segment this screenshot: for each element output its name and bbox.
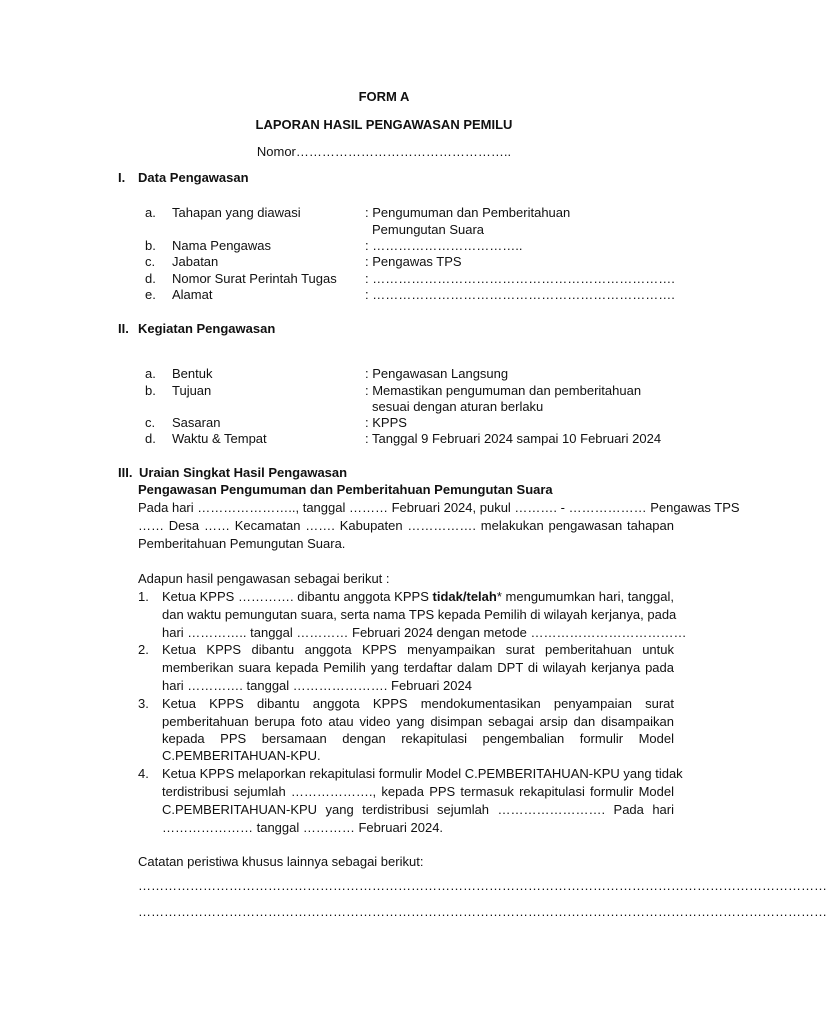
- result-2-number: 2.: [138, 642, 149, 657]
- result-3-number: 3.: [138, 696, 149, 711]
- s2-item-b-label: Tujuan: [172, 383, 212, 398]
- notes-label: Catatan peristiwa khusus lainnya sebagai berikut:: [138, 854, 424, 869]
- section-3-title: Uraian Singkat Hasil Pengawasan: [139, 465, 348, 480]
- s2-item-a-value: : Pengawasan Langsung: [365, 366, 509, 381]
- result-2-line-1: Ketua KPPS dibantu anggota KPPS menyampaikan surat pemberitahuan untuk: [162, 642, 674, 657]
- s1-item-e-label: Alamat: [172, 287, 213, 302]
- s1-item-a-letter: a.: [145, 205, 156, 220]
- s2-item-c-letter: c.: [145, 415, 156, 430]
- s2-item-b-value: : Memastikan pengumuman dan pemberitahuan: [365, 383, 642, 398]
- result-4-line-4: ………………… tanggal ………… Februari 2024.: [162, 820, 444, 835]
- result-3-line-3: kepada PPS bersamaan dengan rekapitulasi pengembalian formulir Model: [162, 731, 674, 746]
- tidak-telah-emphasis: tidak/telah: [432, 589, 497, 604]
- s1-item-d-label: Nomor Surat Perintah Tugas: [172, 271, 337, 286]
- s1-item-d-letter: d.: [145, 271, 156, 286]
- section-2-title: Kegiatan Pengawasan: [138, 321, 276, 336]
- s1-item-d-value: : …………………………………………………………….: [365, 271, 675, 286]
- notes-line-1: ……………………………………………………………………………………………………………………………………………: [138, 878, 827, 893]
- result-4-line-3: C.PEMBERITAHUAN-KPU yang terdistribusi sejumlah ……………………. Pada hari: [162, 802, 674, 817]
- s2-item-d-label: Waktu & Tempat: [172, 431, 267, 446]
- s1-item-c-value: : Pengawas TPS: [365, 254, 462, 269]
- s1-item-b-label: Nama Pengawas: [172, 238, 271, 253]
- section-1-number: I.: [118, 170, 126, 185]
- result-3-line-2: pemberitahuan berupa foto atau video yang disimpan sebagai arsip dan disampaikan: [162, 714, 674, 729]
- section-3-subtitle: Pengawasan Pengumuman dan Pemberitahuan Pemungutan Suara: [138, 482, 553, 497]
- s1-item-a-value: : Pengumuman dan Pemberitahuan: [365, 205, 571, 220]
- result-2-line-3: hari …………. tanggal …………………. Februari 2024: [162, 678, 472, 693]
- s2-item-a-label: Bentuk: [172, 366, 213, 381]
- s2-item-c-label: Sasaran: [172, 415, 221, 430]
- result-2-line-2: memberikan suara kepada Pemilih yang terdaftar dalam DPT di wilayah kerjanya pada: [162, 660, 674, 675]
- result-1-line-1: Ketua KPPS …………. dibantu anggota KPPS tidak/telah* mengumumkan hari, tanggal,: [162, 589, 675, 604]
- result-3-line-1: Ketua KPPS dibantu anggota KPPS mendokumentasikan penyampaian surat: [162, 696, 674, 711]
- intro-line-3: Pemberitahuan Pemungutan Suara.: [138, 536, 346, 551]
- s2-item-b-value-cont: sesuai dengan aturan berlaku: [372, 399, 544, 414]
- s1-item-b-letter: b.: [145, 238, 156, 253]
- result-1-number: 1.: [138, 589, 149, 604]
- result-1-line-3: hari ………….. tanggal ………… Februari 2024 dengan metode ………………………………: [162, 625, 687, 640]
- s2-item-d-value: : Tanggal 9 Februari 2024 sampai 10 Februari 2024: [365, 431, 662, 446]
- s1-item-e-value: : …………………………………………………………….: [365, 287, 675, 302]
- notes-line-2: ……………………………………………………………………………………………………………………………………………: [138, 904, 827, 919]
- intro-line-1: Pada hari ………………….., tanggal ……… Februari 2024, pukul ………. - ……………… Pengawas TPS: [138, 500, 740, 515]
- results-intro: Adapun hasil pengawasan sebagai berikut :: [138, 571, 390, 586]
- form-code: FORM A: [358, 89, 410, 104]
- section-3-number: III.: [118, 465, 133, 480]
- s1-item-a-label: Tahapan yang diawasi: [172, 205, 301, 220]
- s2-item-a-letter: a.: [145, 366, 156, 381]
- section-1-title: Data Pengawasan: [138, 170, 249, 185]
- result-4-line-1: Ketua KPPS melaporkan rekapitulasi formulir Model C.PEMBERITAHUAN-KPU yang tidak: [162, 766, 683, 781]
- result-3-line-4: C.PEMBERITAHUAN-KPU.: [162, 748, 321, 763]
- result-4-line-2: terdistribusi sejumlah ………………., kepada PPS termasuk rekapitulasi formulir Model: [162, 784, 674, 799]
- s1-item-e-letter: e.: [145, 287, 156, 302]
- s2-item-b-letter: b.: [145, 383, 156, 398]
- s1-item-c-letter: c.: [145, 254, 156, 269]
- section-2-number: II.: [118, 321, 129, 336]
- s1-item-b-value: : ……………………………..: [365, 238, 523, 253]
- s1-item-a-value-cont: Pemungutan Suara: [372, 222, 485, 237]
- result-1-line-2: dan waktu pemungutan suara, serta nama TPS kepada Pemilih di wilayah kerjanya, pada: [162, 607, 677, 622]
- s1-item-c-label: Jabatan: [172, 254, 219, 269]
- document-number: Nomor…………………………………………..: [256, 144, 512, 159]
- s2-item-c-value: : KPPS: [365, 415, 407, 430]
- s2-item-d-letter: d.: [145, 431, 156, 446]
- intro-line-2: …… Desa …… Kecamatan ……. Kabupaten ……………. melakukan pengawasan tahapan: [138, 518, 674, 533]
- document-title: LAPORAN HASIL PENGAWASAN PEMILU: [255, 117, 513, 132]
- result-4-number: 4.: [138, 766, 149, 781]
